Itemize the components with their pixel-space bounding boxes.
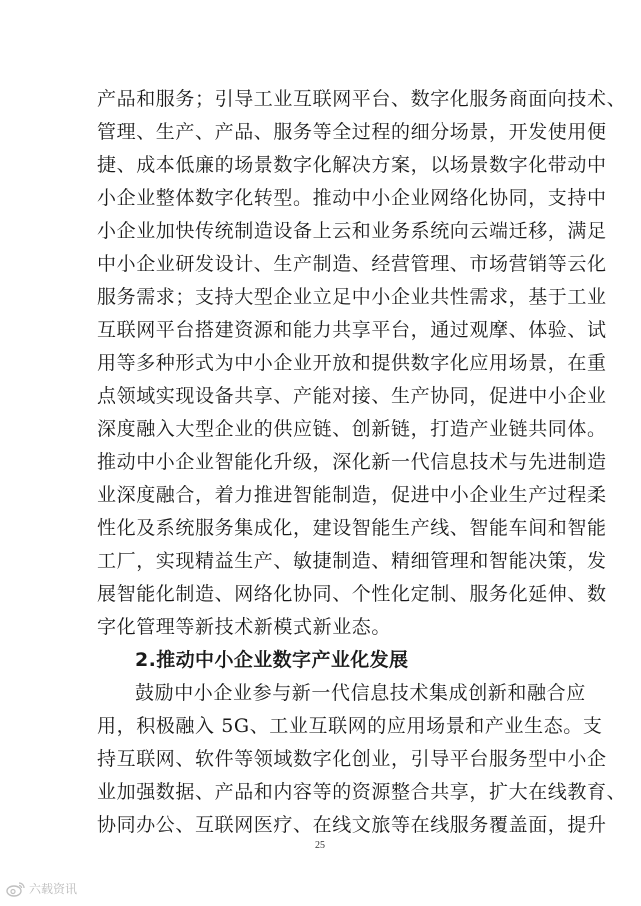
paragraph-line: 产品和服务；引导工业互联网平台、数字化服务商面向技术、 (97, 88, 627, 110)
paragraph-line: 深度融入大型企业的供应链、创新链，打造产业链共同体。 (97, 418, 607, 440)
weibo-logo-icon (6, 881, 26, 897)
paragraph-line: 性化及系统服务集成化，建设智能生产线、智能车间和智能 (97, 517, 607, 539)
paragraph-line: 捷、成本低廉的场景数字化解决方案，以场景数字化带动中 (97, 154, 607, 176)
paragraph-line: 互联网平台搭建资源和能力共享平台，通过观摩、体验、试 (97, 319, 607, 341)
paragraph-line: 协同办公、互联网医疗、在线文旅等在线服务覆盖面，提升 (97, 814, 607, 836)
paragraph-line: 用等多种形式为中小企业开放和提供数字化应用场景，在重 (97, 352, 607, 374)
section-heading: 2.推动中小企业数字产业化发展 (135, 649, 409, 671)
paragraph-line: 用，积极融入 5G、工业互联网的应用场景和产业生态。支 (97, 715, 603, 737)
paragraph-line: 鼓励中小企业参与新一代信息技术集成创新和融合应 (135, 682, 586, 704)
paragraph-line: 小企业加快传统制造设备上云和业务系统向云端迁移，满足 (97, 220, 607, 242)
paragraph-line: 工厂，实现精益生产、敏捷制造、精细管理和智能决策，发 (97, 550, 607, 572)
watermark-text: 六载资讯 (29, 882, 78, 896)
paragraph-line: 服务需求；支持大型企业立足中小企业共性需求，基于工业 (97, 286, 607, 308)
paragraph-line: 展智能化制造、网络化协同、个性化定制、服务化延伸、数 (97, 583, 607, 605)
paragraph-line: 字化管理等新技术新模式新业态。 (97, 616, 392, 638)
paragraph-line: 点领域实现设备共享、产能对接、生产协同，促进中小企业 (97, 385, 607, 407)
paragraph-line: 推动中小企业智能化升级，深化新一代信息技术与先进制造 (97, 451, 607, 473)
paragraph-line: 持互联网、软件等领域数字化创业，引导平台服务型中小企 (97, 748, 607, 770)
page-number: 25 (315, 840, 325, 851)
paragraph-line: 管理、生产、产品、服务等全过程的细分场景，开发使用便 (97, 121, 607, 143)
paragraph-line: 业深度融合，着力推进智能制造，促进中小企业生产过程柔 (97, 484, 607, 506)
paragraph-line: 中小企业研发设计、生产制造、经营管理、市场营销等云化 (97, 253, 607, 275)
paragraph-line: 小企业整体数字化转型。推动中小企业网络化协同，支持中 (97, 187, 607, 209)
paragraph-line: 业加强数据、产品和内容等的资源整合共享，扩大在线教育、 (97, 781, 627, 803)
watermark (6, 880, 77, 897)
